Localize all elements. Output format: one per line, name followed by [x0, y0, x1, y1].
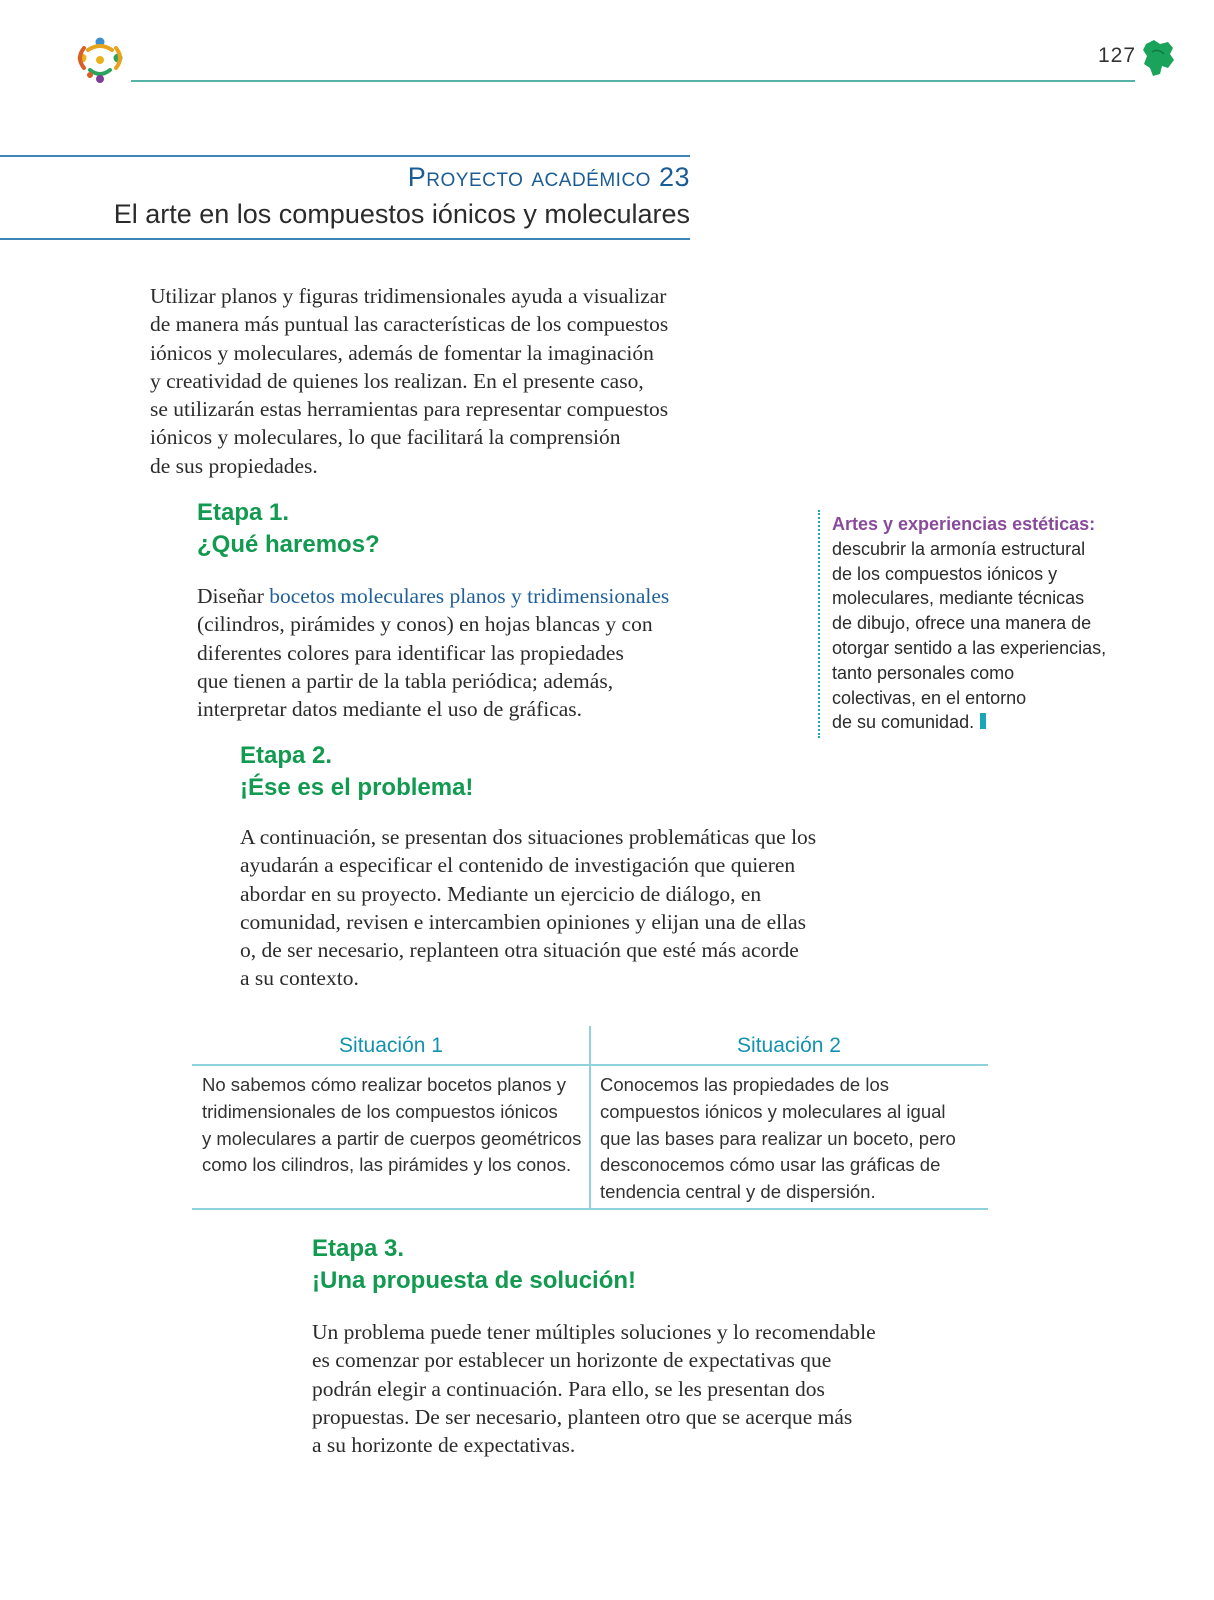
- stage3-line: podrán elegir a continuación. Para ello, se les presentan dos: [312, 1376, 825, 1401]
- intro-paragraph: [150, 282, 668, 480]
- situations-table: [192, 1026, 988, 1210]
- situation1-line: como los cilindros, las pirámides y los conos.: [202, 1154, 572, 1176]
- sidebar-line: moleculares, mediante técnicas: [832, 588, 1085, 609]
- sidebar-line: otorgar sentido a las experiencias,: [832, 637, 1107, 658]
- stage2-line: o, de ser necesario, replanteen otra situación que esté más acorde: [240, 938, 799, 963]
- stage1-line: (cilindros, pirámides y conos) en hojas blancas y con: [197, 612, 653, 637]
- sidebar-line: de los compuestos iónicos y: [832, 563, 1058, 584]
- stage2-paragraph: [240, 823, 816, 993]
- stage2-line: comunidad, revisen e intercambien opiniones y elijan una de ellas: [240, 909, 806, 934]
- header-rule: [131, 80, 1135, 82]
- situation1-line: tridimensionales de los compuestos iónicos: [202, 1100, 558, 1122]
- sidebar-line: tanto personales como: [832, 662, 1015, 683]
- people-circle-logo-icon: [70, 30, 130, 90]
- page-number: 127: [1098, 44, 1137, 67]
- stage3-line: propuestas. De ser necesario, planteen otro que se acerque más: [312, 1404, 853, 1429]
- stage3-line: a su horizonte de expectativas.: [312, 1433, 576, 1458]
- stage2-line: A continuación, se presentan dos situaciones problemáticas que los: [240, 825, 817, 849]
- situation2-line: tendencia central y de dispersión.: [600, 1181, 876, 1203]
- sidebar-line: descubrir la armonía estructural: [832, 538, 1086, 559]
- situation1-cell: [192, 1064, 590, 1179]
- stage1-highlight: bocetos moleculares planos y tridimensionales: [269, 584, 670, 608]
- stage1-heading: [197, 497, 380, 561]
- table-column-divider: [589, 1026, 591, 1210]
- intro-line: de manera más puntual las características de los compuestos: [150, 312, 669, 337]
- sidebar-note: [832, 512, 1106, 735]
- stage3-heading: [312, 1233, 636, 1297]
- stage1-line: que tienen a partir de la tabla periódica; además,: [197, 668, 614, 693]
- stage1-line: [197, 582, 669, 610]
- stage1-line1-pre: Diseñar: [197, 584, 270, 608]
- sidebar-line: de dibujo, ofrece una manera de: [832, 613, 1092, 634]
- stage2-heading: [240, 740, 473, 804]
- situation2-line: que las bases para realizar un boceto, pero: [600, 1127, 956, 1149]
- stage3-subtitle: ¡Una propuesta de solución!: [312, 1267, 637, 1294]
- stage2-line: abordar en su proyecto. Mediante un ejercicio de diálogo, en: [240, 881, 762, 906]
- project-label: Proyecto académico 23: [407, 162, 690, 192]
- situation2-column: [590, 1026, 988, 1210]
- stage2-number: Etapa 2.: [240, 742, 333, 769]
- end-mark-icon: [980, 713, 986, 729]
- title-rule-top: [0, 155, 690, 157]
- title-rule-bottom: [0, 238, 690, 240]
- stage1-number: Etapa 1.: [197, 499, 290, 526]
- intro-line: iónicos y moleculares, además de fomentar la imaginación: [150, 340, 654, 365]
- situation2-cell: [590, 1064, 988, 1206]
- stage2-line: a su contexto.: [240, 966, 359, 991]
- stage1-line: diferentes colores para identificar las propiedades: [197, 640, 624, 665]
- situation1-line: y moleculares a partir de cuerpos geométricos: [202, 1127, 582, 1149]
- sidebar-line-last: [832, 710, 1106, 735]
- intro-line: y creatividad de quienes los realizan. En el presente caso,: [150, 368, 644, 393]
- sidebar-dotted-rule: [818, 510, 820, 738]
- sidebar-line: de su comunidad.: [832, 712, 975, 733]
- situation2-line: desconocemos cómo usar las gráficas de: [600, 1154, 941, 1176]
- stage2-line: ayudarán a especificar el contenido de investigación que quieren: [240, 853, 796, 878]
- stage3-line: es comenzar por establecer un horizonte de expectativas que: [312, 1348, 832, 1373]
- situation1-column: [192, 1026, 590, 1210]
- intro-line: se utilizarán estas herramientas para representar compuestos: [150, 397, 669, 422]
- stage3-paragraph: [312, 1318, 876, 1459]
- sidebar-title: Artes y experiencias estéticas:: [832, 514, 1096, 534]
- intro-line: iónicos y moleculares, lo que facilitará la comprensión: [150, 425, 621, 450]
- intro-line: de sus propiedades.: [150, 453, 318, 478]
- project-title: El arte en los compuestos iónicos y moleculares: [113, 199, 690, 229]
- stage3-number: Etapa 3.: [312, 1235, 405, 1262]
- situation1-line: No sabemos cómo realizar bocetos planos y: [202, 1074, 567, 1095]
- intro-line: Utilizar planos y figuras tridimensionales ayuda a visualizar: [150, 284, 667, 308]
- green-leaf-map-icon: [1140, 38, 1176, 78]
- sidebar-line: colectivas, en el entorno: [832, 687, 1027, 708]
- stage2-subtitle: ¡Ése es el problema!: [240, 774, 474, 801]
- stage1-line: interpretar datos mediante el uso de gráficas.: [197, 697, 583, 722]
- situation1-header: Situación 1: [339, 1034, 443, 1057]
- situation2-header: Situación 2: [737, 1034, 841, 1057]
- stage1-paragraph: [197, 582, 669, 723]
- situation2-line: compuestos iónicos y moleculares al igual: [600, 1100, 946, 1122]
- situation2-line: Conocemos las propiedades de los: [600, 1074, 889, 1095]
- stage1-subtitle: ¿Qué haremos?: [197, 531, 380, 558]
- stage3-line: Un problema puede tener múltiples soluciones y lo recomendable: [312, 1320, 876, 1344]
